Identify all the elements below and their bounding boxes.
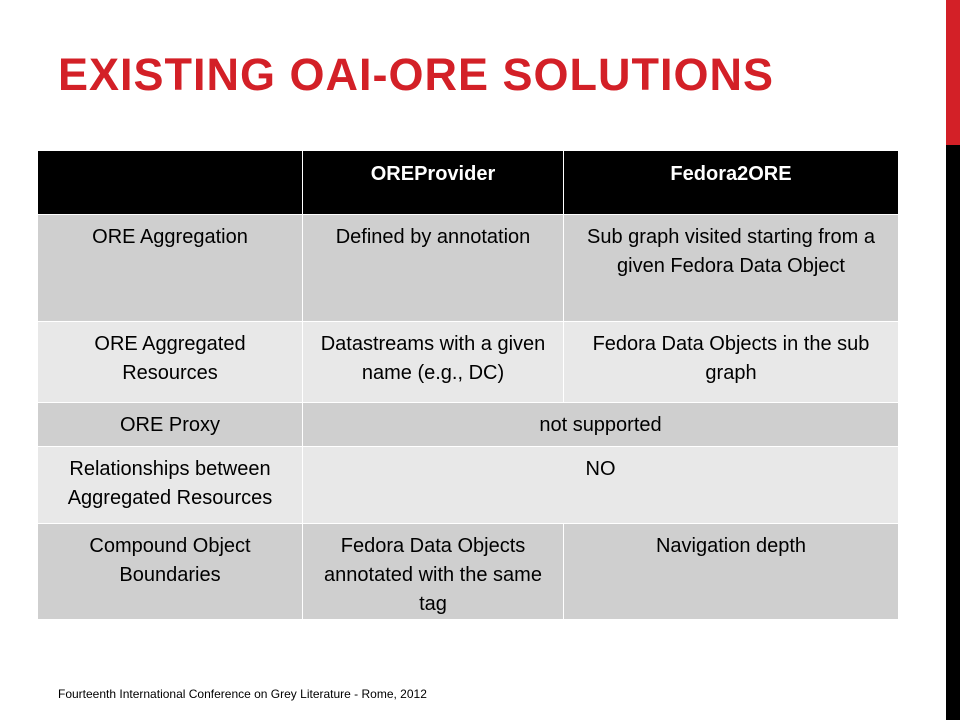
table-row [38,215,899,322]
slide-title: EXISTING OAI-ORE SOLUTIONS [58,49,775,100]
merged-cell: NO [303,447,899,524]
merged-cell: not supported [303,403,899,447]
fedora2ore-cell: Fedora Data Objects in the sub graph [564,322,899,403]
fedora2ore-cell: Sub graph visited starting from a given Fedora Data Object [564,215,899,322]
row-label: ORE Aggregated Resources [38,322,303,403]
oreprovider-cell: Datastreams with a given name (e.g., DC) [303,322,564,403]
oreprovider-cell: Defined by annotation [303,215,564,322]
header-cell-fedora2ore: Fedora2ORE [564,151,899,215]
row-label: ORE Proxy [38,403,303,447]
right-sidebar-bar [946,0,960,720]
table-row [38,447,899,524]
table-row [38,403,899,447]
row-label: Compound Object Boundaries [38,524,303,620]
table-row [38,322,899,403]
header-cell-oreprovider: OREProvider [303,151,564,215]
fedora2ore-cell: Navigation depth [564,524,899,620]
footer-text: Fourteenth International Conference on Grey Literature - Rome, 2012 [58,687,427,701]
comparison-table [37,150,899,620]
row-label: Relationships between Aggregated Resources [38,447,303,524]
sidebar-accent [946,0,960,145]
oreprovider-cell: Fedora Data Objects annotated with the same tag [303,524,564,620]
table-header-row [38,151,899,215]
header-cell-empty [38,151,303,215]
table-row [38,524,899,620]
row-label: ORE Aggregation [38,215,303,322]
